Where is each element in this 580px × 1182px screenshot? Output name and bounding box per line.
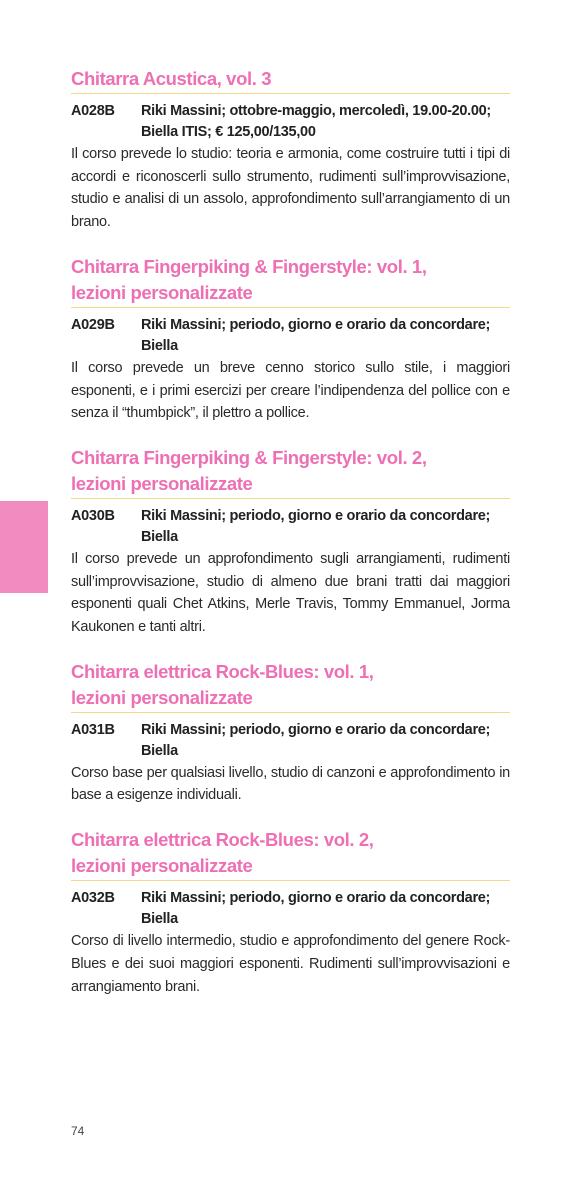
course-title	[71, 659, 510, 713]
course-code: A032B	[71, 890, 115, 907]
page-number: 74	[71, 1124, 85, 1138]
course-code: A028B	[71, 103, 115, 119]
course-description: Corso base per qualsiasi livello, studio di canzoni e approfondimento in base a esigenze individuali.	[71, 764, 510, 804]
course-description: Il corso prevede un approfondimento sugli arrangiamenti, rudimenti sull’improvvisazione, studio di almeno due brani tratti dai maggiori esponenti quali Chet Atkins, Merle Travis, Tommy Emmanuel, Jorma Kaukonen e tanti altri.	[71, 550, 510, 636]
course-meta	[71, 101, 510, 143]
course-title-line: Chitarra Fingerpiking & Fingerstyle: vol. 1,	[71, 255, 427, 277]
course-info-line: Riki Massini; periodo, giorno e orario da concordare;	[141, 316, 491, 333]
course-title	[71, 827, 510, 881]
course-info-line: Biella	[141, 337, 178, 354]
course-info-line: Biella ITIS; € 125,00/135,00	[141, 124, 316, 140]
course-description: Il corso prevede lo studio: teoria e armonia, come costruire tutti i tipi di accordi e riconoscerli sullo strumento, rudimenti sull’improvvisazione, studio e analisi di un assolo, approfondimento sull’arrangiamento di un brano.	[71, 146, 510, 231]
course-code: A031B	[71, 721, 115, 738]
course-title-line: lezioni personalizzate	[71, 281, 253, 303]
course-title-line: Chitarra elettrica Rock-Blues: vol. 1,	[71, 660, 374, 682]
course-info-line: Biella	[141, 742, 178, 759]
course-info	[141, 506, 510, 548]
course-meta	[71, 720, 510, 762]
section-tab	[0, 501, 48, 593]
course-info-line: Riki Massini; periodo, giorno e orario da concordare;	[141, 507, 491, 524]
course-list	[71, 66, 510, 1018]
course-info-line: Riki Massini; periodo, giorno e orario da concordare;	[141, 721, 491, 738]
course-description: Il corso prevede un breve cenno storico sullo stile, i maggiori esponenti, e i primi esercizi per creare l’indipendenza del pollice con e senza il “thumbpick”, il plettro a pollice.	[71, 359, 510, 422]
course-a029b	[71, 254, 510, 425]
course-title	[71, 445, 510, 499]
course-code: A030B	[71, 507, 115, 524]
course-a030b	[71, 445, 510, 639]
course-a028b	[71, 66, 510, 234]
course-meta	[71, 506, 510, 548]
course-info-line: Biella	[141, 911, 178, 928]
course-meta	[71, 888, 510, 930]
course-title-line: Chitarra Fingerpiking & Fingerstyle: vol. 2,	[71, 446, 427, 468]
course-title-line: Chitarra Acustica, vol. 3	[71, 68, 272, 89]
course-info	[141, 315, 510, 357]
course-title	[71, 254, 510, 308]
course-code: A029B	[71, 316, 115, 333]
course-info	[141, 720, 510, 762]
course-info-line: Riki Massini; ottobre-maggio, mercoledì, 19.00-20.00;	[141, 103, 491, 119]
course-description: Corso di livello intermedio, studio e approfondimento del genere Rock-Blues e dei suoi maggiori esponenti. Rudimenti sull’improvvisazioni e arrangiamento brani.	[71, 933, 510, 995]
course-title-line: Chitarra elettrica Rock-Blues: vol. 2,	[71, 829, 374, 851]
course-title-line: lezioni personalizzate	[71, 472, 253, 494]
course-a032b	[71, 827, 510, 998]
course-info-line: Riki Massini; periodo, giorno e orario da concordare;	[141, 890, 491, 907]
course-title-line: lezioni personalizzate	[71, 686, 253, 708]
course-a031b	[71, 659, 510, 807]
course-title-line: lezioni personalizzate	[71, 855, 253, 877]
course-info	[141, 888, 510, 930]
course-meta	[71, 315, 510, 357]
course-info	[141, 101, 510, 143]
course-title	[71, 66, 510, 94]
course-info-line: Biella	[141, 528, 178, 545]
